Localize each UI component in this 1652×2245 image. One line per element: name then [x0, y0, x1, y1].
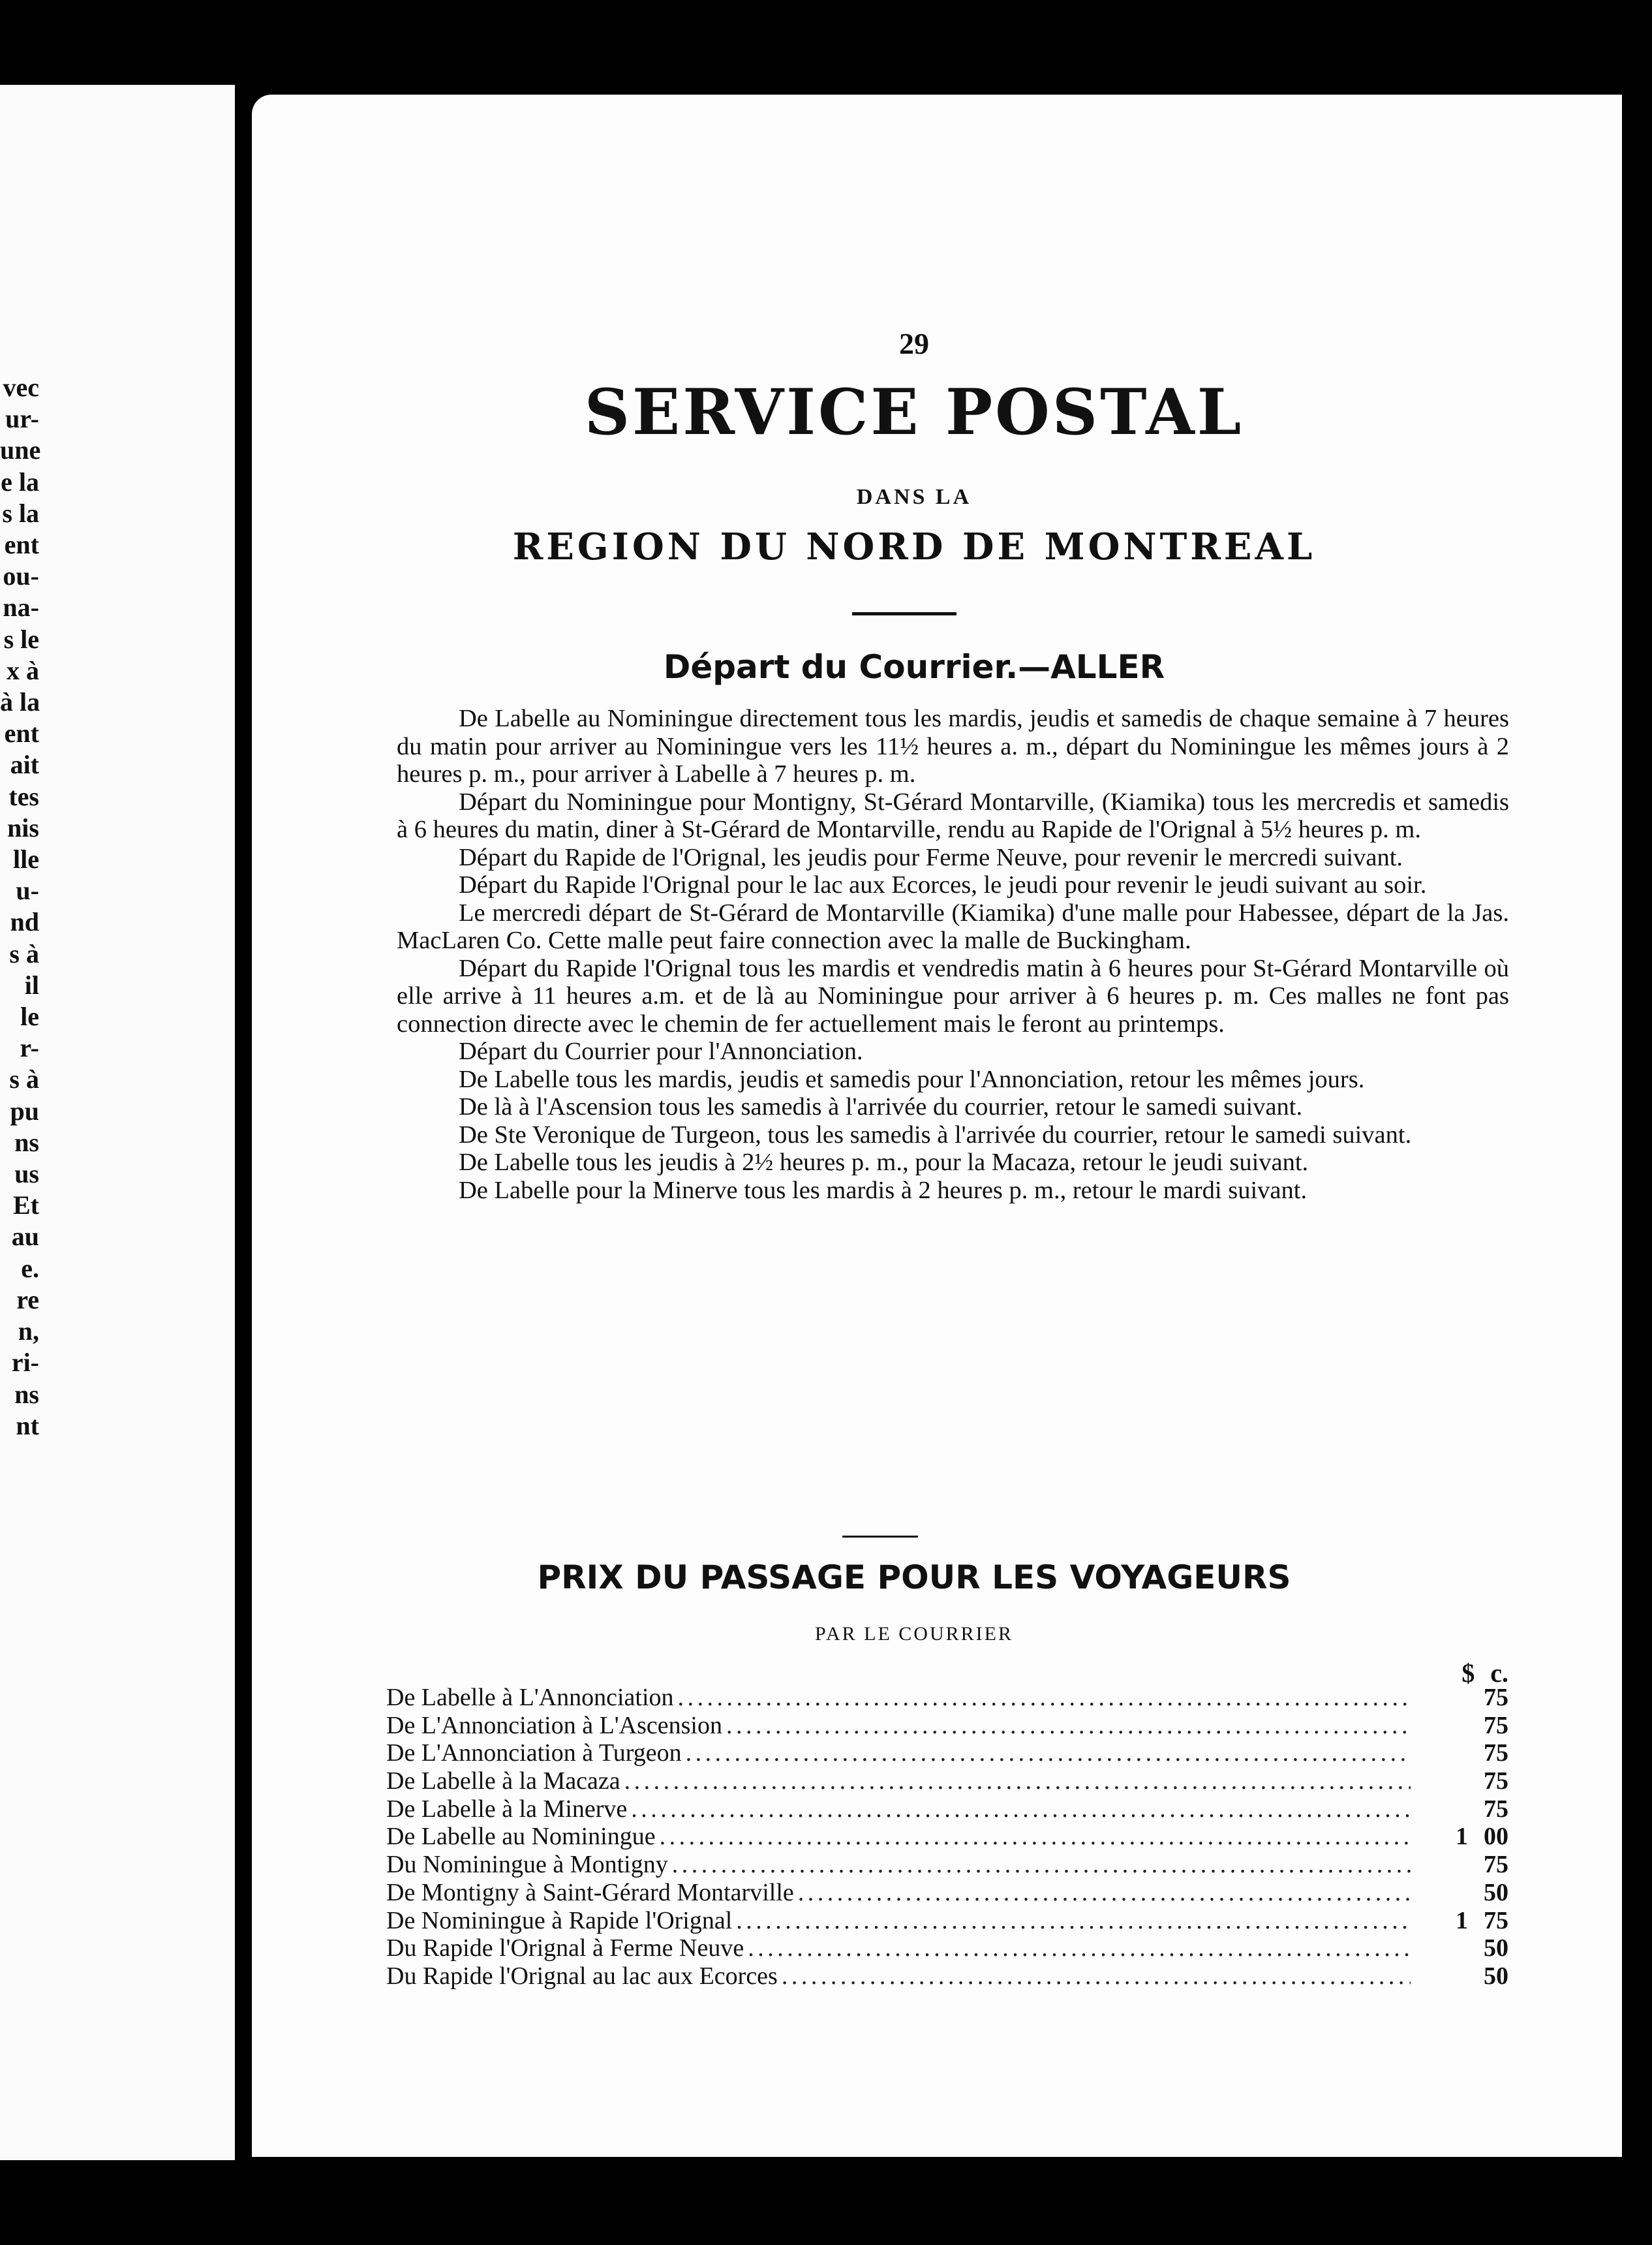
left-page-fragment: s la	[2, 498, 39, 528]
dot-leader	[678, 1684, 1411, 1712]
fare-cents: 50	[1484, 1962, 1508, 1990]
dot-leader	[672, 1851, 1411, 1879]
dot-leader	[726, 1712, 1411, 1740]
fare-row	[386, 1767, 1508, 1795]
paragraph: De Ste Veronique de Turgeon, tous les samedis à l'arrivée du courrier, retour le samedi suivant.	[459, 1121, 1412, 1149]
left-page-fragment: ou-	[3, 561, 39, 591]
fare-rows	[386, 1684, 1508, 1990]
section-heading: Départ du Courrier.—ALLER	[663, 648, 1165, 686]
fare-row	[386, 1851, 1508, 1879]
fare-row	[386, 1823, 1508, 1851]
divider-rule	[842, 1536, 918, 1538]
left-page-fragment: re	[16, 1284, 39, 1314]
fare-cents: 00	[1484, 1823, 1508, 1851]
left-page-fragment: s le	[3, 624, 39, 654]
fare-row	[386, 1684, 1508, 1712]
fare-cents: 75	[1484, 1851, 1508, 1879]
page-subtitle: REGION DU NORD DE MONTREAL	[512, 525, 1316, 568]
fare-row	[386, 1907, 1508, 1935]
dot-leader	[660, 1823, 1411, 1851]
left-page-fragment: au	[11, 1222, 39, 1252]
left-page-fragment: nt	[16, 1410, 39, 1440]
fare-table	[386, 1658, 1508, 1990]
paragraph: De Labelle pour la Minerve tous les mardis à 2 heures p. m., retour le mardi suivant.	[459, 1176, 1308, 1204]
divider-rule	[852, 612, 956, 615]
page-number: 29	[899, 327, 929, 360]
dot-leader	[798, 1879, 1411, 1907]
fare-route: De Labelle au Nominingue	[386, 1823, 656, 1851]
schedule-body	[397, 705, 1509, 1204]
paragraph: Départ du Rapide l'Orignal pour le lac aux Ecorces, le jeudi pour revenir le jeudi suivant au soir.	[459, 871, 1427, 899]
left-page-fragment: ns	[14, 1127, 39, 1157]
fare-row	[386, 1739, 1508, 1767]
left-page-fragment: n,	[18, 1316, 39, 1346]
fare-route: Du Nominingue à Montigny	[386, 1851, 668, 1879]
dot-leader	[624, 1767, 1411, 1795]
left-page-fragment: nd	[10, 907, 39, 937]
left-page-edge	[0, 85, 235, 2160]
left-page-fragment: ent	[4, 530, 39, 560]
left-page-fragment: na-	[3, 593, 39, 623]
document-page	[252, 95, 1622, 2157]
fare-route: De L'Annonciation à Turgeon	[386, 1739, 682, 1767]
fare-dollars: 1	[1456, 1906, 1468, 1934]
paragraph: Départ du Nominingue pour Montigny, St-Gérard Montarville, (Kiamika) tous les mercredis et samedis à 6 heures du matin, diner à St-Gérard de Montarville, rendu au Rapide de l'Orignal à 5½ heures p. m.	[397, 788, 1509, 843]
left-page-fragment: x à	[7, 655, 39, 685]
left-page-fragment: e la	[1, 467, 39, 497]
left-page-fragment: ns	[14, 1379, 39, 1409]
dot-leader	[631, 1795, 1411, 1823]
left-page-text-fragments	[0, 372, 235, 1442]
fare-route: De Labelle à la Minerve	[386, 1795, 628, 1823]
left-page-fragment: ent	[4, 719, 39, 749]
dot-leader	[736, 1907, 1411, 1935]
left-page-fragment: tes	[8, 781, 39, 811]
fare-route: De Labelle à L'Annonciation	[386, 1684, 674, 1711]
left-page-fragment: lle	[13, 844, 39, 875]
left-page-fragment: u-	[16, 876, 39, 906]
paragraph: De Labelle tous les mardis, jeudis et samedis pour l'Annonciation, retour les mêmes jours.	[459, 1065, 1365, 1093]
left-page-fragment: s à	[9, 938, 39, 968]
fare-row	[386, 1962, 1508, 1990]
left-page-fragment: s à	[9, 1064, 39, 1094]
fare-route: Du Rapide l'Orignal à Ferme Neuve	[386, 1934, 744, 1962]
paragraph: Le mercredi départ de St-Gérard de Montarville (Kiamika) d'une malle pour Habessee, départ de la Jas. MacLaren Co. Cette malle peut faire connection avec la malle de Buckingham.	[397, 899, 1509, 954]
paragraph: Départ du Rapide l'Orignal tous les mardis et vendredis matin à 6 heures pour St-Gérard Montarville où elle arrive à 11 heures a.m. et de là au Nominingue pour arriver à 6 heures p. m. Ces malles ne font pas connection directe avec le chemin de fer actuellement mais le feront au printemps.	[397, 954, 1509, 1038]
fare-route: De Nominingue à Rapide l'Orignal	[386, 1906, 733, 1934]
fare-row	[386, 1934, 1508, 1962]
fare-dollars: 1	[1456, 1823, 1468, 1851]
fare-row	[386, 1795, 1508, 1823]
fare-table-header	[386, 1658, 1508, 1688]
left-page-fragment: ait	[10, 750, 39, 780]
fares-heading: PRIX DU PASSAGE POUR LES VOYAGEURS	[537, 1558, 1291, 1596]
fare-row	[386, 1879, 1508, 1907]
left-page-fragment: pu	[10, 1096, 39, 1126]
fare-route: De L'Annonciation à L'Ascension	[386, 1711, 722, 1739]
left-page-fragment: le	[20, 1002, 39, 1032]
dot-leader	[748, 1934, 1411, 1962]
dot-leader	[782, 1962, 1411, 1990]
paragraph: De Labelle tous les jeudis à 2½ heures p. m., pour la Macaza, retour le jeudi suivant.	[459, 1149, 1309, 1176]
fare-cents: 75	[1484, 1684, 1508, 1711]
left-page-fragment: r-	[20, 1033, 39, 1063]
fare-cents: 75	[1484, 1711, 1508, 1739]
left-page-fragment: ri-	[11, 1348, 39, 1378]
fare-cents: 75	[1484, 1795, 1508, 1823]
left-page-fragment: us	[14, 1159, 39, 1189]
left-page-fragment: vec	[3, 373, 39, 402]
left-page-fragment: à la	[0, 687, 40, 717]
left-page-fragment: e.	[21, 1253, 39, 1283]
left-page-fragment: ur-	[5, 404, 39, 434]
dollar-column-header: $	[1461, 1658, 1475, 1688]
fares-subheading: PAR LE COURRIER	[815, 1623, 1013, 1645]
paragraph: De là à l'Ascension tous les samedis à l'arrivée du courrier, retour le samedi suivant.	[459, 1093, 1303, 1121]
left-page-fragment: Et	[13, 1190, 39, 1220]
paragraph: Départ du Rapide de l'Orignal, les jeudis pour Ferme Neuve, pour revenir le mercredi suivant.	[459, 843, 1403, 871]
left-page-fragment: il	[24, 970, 39, 1000]
fare-cents: 75	[1484, 1767, 1508, 1795]
fare-cents: 75	[1484, 1906, 1508, 1934]
left-page-fragment: une	[0, 435, 41, 465]
paragraph: De Labelle au Nominingue directement tous les mardis, jeudis et samedis de chaque semaine à 7 heures du matin pour arriver au Nominingue vers les 11½ heures a. m., départ du Nominingue les mêmes jours à 2 heures p. m., pour arriver à Labelle à 7 heures p. m.	[397, 705, 1509, 788]
page-title: SERVICE POSTAL	[584, 375, 1244, 449]
cents-column-header: c.	[1490, 1658, 1508, 1688]
fare-cents: 50	[1484, 1878, 1508, 1906]
dot-leader	[686, 1739, 1411, 1767]
fare-route: De Labelle à la Macaza	[386, 1767, 620, 1795]
fare-cents: 75	[1484, 1739, 1508, 1767]
fare-row	[386, 1712, 1508, 1740]
subtitle-connector: DANS LA	[856, 485, 972, 509]
paragraph: Départ du Courrier pour l'Annonciation.	[459, 1038, 863, 1065]
fare-route: De Montigny à Saint-Gérard Montarville	[386, 1878, 794, 1906]
left-page-fragment: nis	[7, 813, 39, 843]
fare-route: Du Rapide l'Orignal au lac aux Ecorces	[386, 1962, 778, 1990]
fare-cents: 50	[1484, 1934, 1508, 1962]
